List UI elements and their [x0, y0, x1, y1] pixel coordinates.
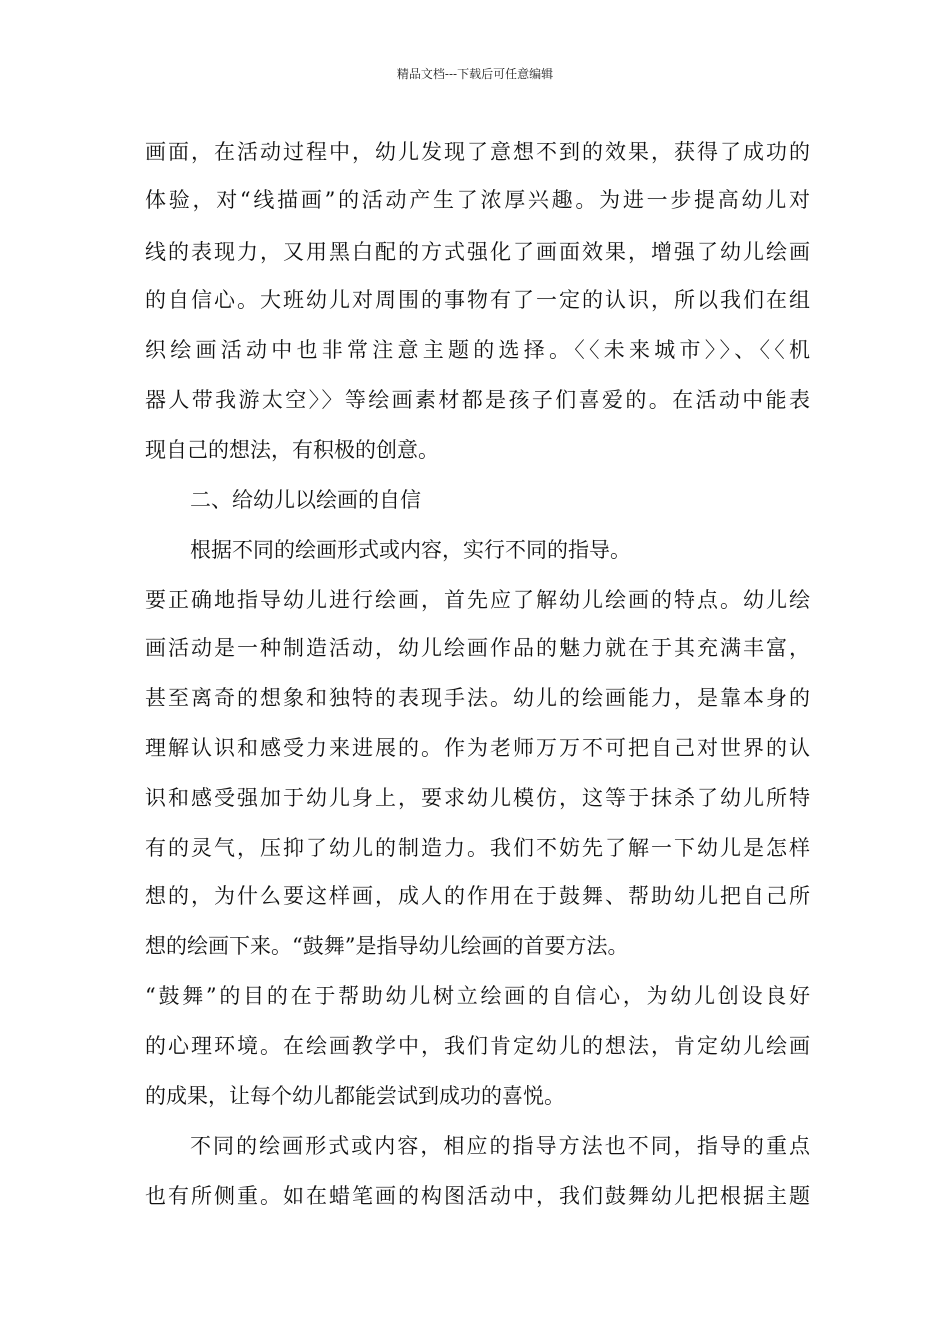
text-line: 器人带我游太空〉〉等绘画素材都是孩子们喜爱的。在活动中能表: [145, 388, 810, 412]
text-line: 想的绘画下来。“鼓舞”是指导幼儿绘画的首要方法。: [145, 934, 629, 958]
text-line: 现自己的想法，有积极的创意。: [145, 438, 439, 462]
text-line: 画活动是一种制造活动，幼儿绘画作品的魅力就在于其充满丰富，: [145, 636, 810, 660]
text-line: 也有所侧重。如在蜡笔画的构图活动中，我们鼓舞幼儿把根据主题: [145, 1184, 810, 1208]
text-line: 要正确地指导幼儿进行绘画，首先应了解幼儿绘画的特点。幼儿绘: [145, 588, 810, 612]
text-line: 根据不同的绘画形式或内容，实行不同的指导。: [190, 538, 631, 562]
text-line: 的心理环境。在绘画教学中，我们肯定幼儿的想法，肯定幼儿绘画: [145, 1034, 810, 1058]
page-header: 精品文档---下载后可任意编辑: [396, 67, 554, 81]
text-line: 的自信心。大班幼儿对周围的事物有了一定的认识，所以我们在组: [145, 288, 810, 312]
text-line: 识和感受强加于幼儿身上，要求幼儿模仿，这等于抹杀了幼儿所特: [145, 786, 810, 810]
text-line: 体验，对“线描画”的活动产生了浓厚兴趣。为进一步提高幼儿对: [145, 188, 810, 212]
text-line: 的成果，让每个幼儿都能尝试到成功的喜悦。: [145, 1084, 565, 1108]
text-line: 理解认识和感受力来进展的。作为老师万万不可把自己对世界的认: [145, 736, 810, 760]
text-line: “鼓舞”的目的在于帮助幼儿树立绘画的自信心，为幼儿创设良好: [145, 984, 810, 1008]
text-line: 有的灵气，压抑了幼儿的制造力。我们不妨先了解一下幼儿是怎样: [145, 836, 810, 860]
text-line: 画面，在活动过程中，幼儿发现了意想不到的效果，获得了成功的: [145, 140, 810, 164]
section-heading: 二、给幼儿以绘画的自信: [190, 488, 421, 512]
text-line: 不同的绘画形式或内容，相应的指导方法也不同，指导的重点: [190, 1134, 810, 1158]
text-line: 甚至离奇的想象和独特的表现手法。幼儿的绘画能力，是靠本身的: [145, 686, 810, 710]
text-line: 织绘画活动中也非常注意主题的选择。〈〈未来城市〉〉、〈〈机: [145, 338, 810, 362]
text-line: 线的表现力，又用黑白配的方式强化了画面效果，增强了幼儿绘画: [145, 240, 810, 264]
text-line: 想的，为什么要这样画，成人的作用在于鼓舞、帮助幼儿把自己所: [145, 884, 810, 908]
